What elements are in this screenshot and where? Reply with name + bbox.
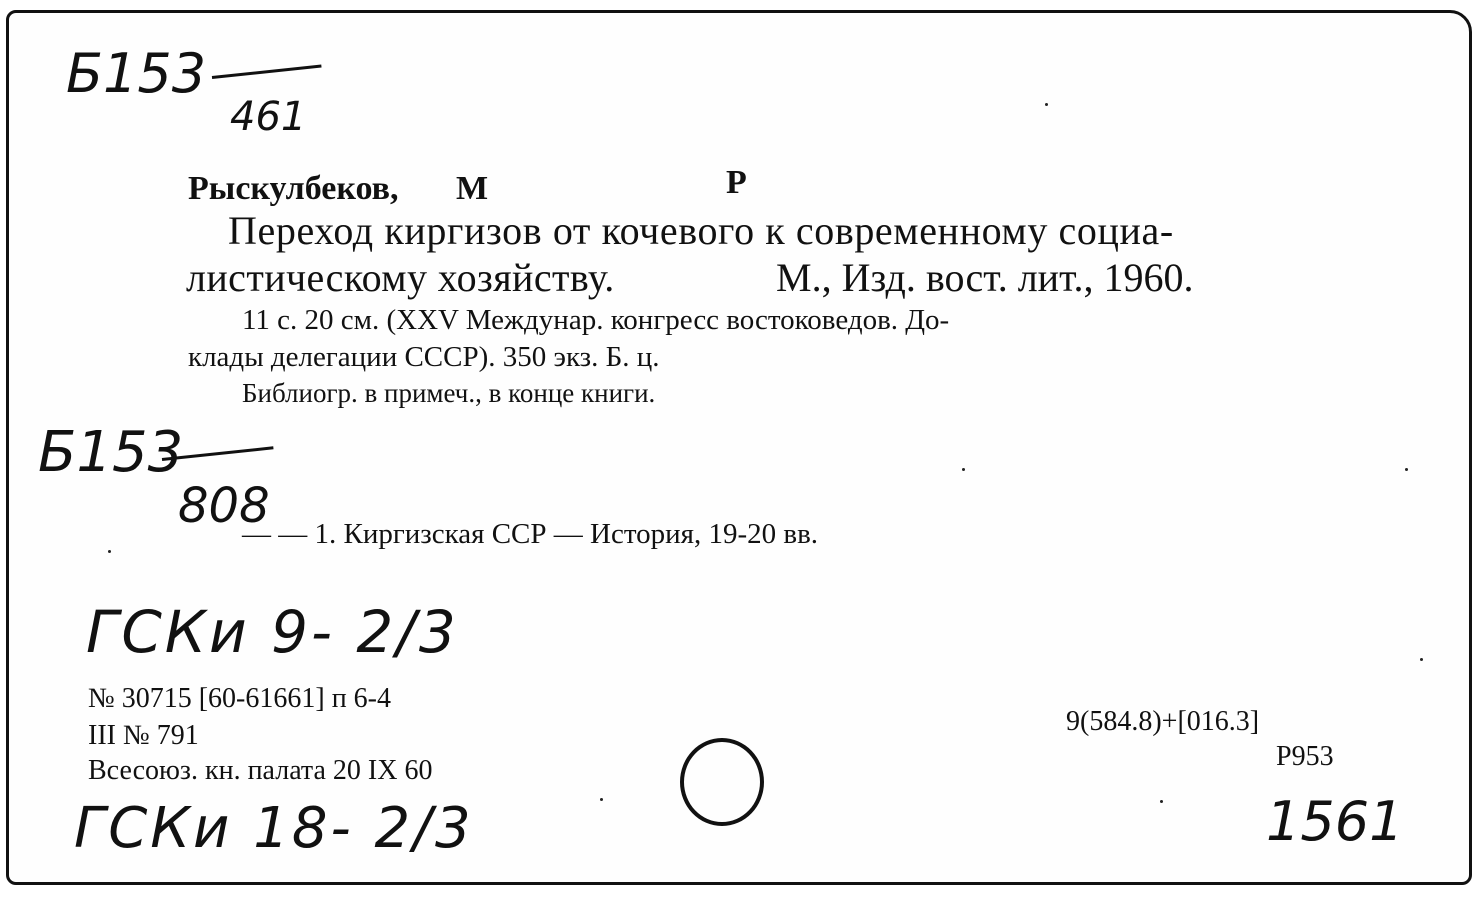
publication-record-line-2: III № 791 bbox=[88, 720, 199, 751]
patronymic-initial: Р bbox=[726, 164, 747, 201]
classification-code: 9(584.8)+[016.3] bbox=[1066, 706, 1260, 737]
handwritten-shelf-number-1: Б153 bbox=[66, 42, 207, 105]
scan-speck bbox=[600, 798, 603, 801]
handwritten-note-1: ГСКи 9- 2/3 bbox=[86, 598, 459, 666]
handwritten-shelf-denominator-1: 461 bbox=[230, 94, 307, 140]
author-mark: Р953 bbox=[1276, 741, 1334, 772]
title-line-1: Переход киргизов от кочевого к современному социа- bbox=[228, 208, 1174, 253]
collation-line-1: 11 с. 20 см. (XXV Междунар. конгресс востоковедов. До- bbox=[242, 304, 950, 336]
handwritten-note-3: 1561 bbox=[1266, 790, 1404, 853]
imprint: М., Изд. вост. лит., 1960. bbox=[776, 255, 1194, 300]
title-line-2: листическому хозяйству. bbox=[186, 255, 615, 300]
author-initial: М bbox=[456, 170, 489, 207]
handwritten-note-2: ГСКи 18- 2/3 bbox=[74, 796, 474, 861]
collation-line-2: клады делегации СССР). 350 экз. Б. ц. bbox=[188, 341, 660, 373]
scan-speck bbox=[1045, 103, 1048, 106]
author-surname: Рыскулбеков, bbox=[188, 170, 399, 207]
publication-record-line-1: № 30715 [60-61661] п 6-4 bbox=[88, 683, 391, 714]
scan-speck bbox=[962, 468, 965, 471]
scan-speck bbox=[108, 550, 111, 553]
scan-speck bbox=[1160, 800, 1163, 803]
handwritten-shelf-denominator-2: 808 bbox=[178, 478, 270, 534]
scan-speck bbox=[1420, 658, 1423, 661]
scan-speck bbox=[1405, 468, 1408, 471]
bibliography-note: Библиогр. в примеч., в конце книги. bbox=[242, 378, 656, 408]
punched-hole-circle bbox=[680, 738, 764, 826]
handwritten-shelf-number-2: Б153 bbox=[38, 420, 184, 485]
subject-heading: — — 1. Киргизская ССР — История, 19-20 вв. bbox=[242, 518, 819, 550]
publication-record-line-3: Всесоюз. кн. палата 20 IX 60 bbox=[88, 755, 433, 786]
